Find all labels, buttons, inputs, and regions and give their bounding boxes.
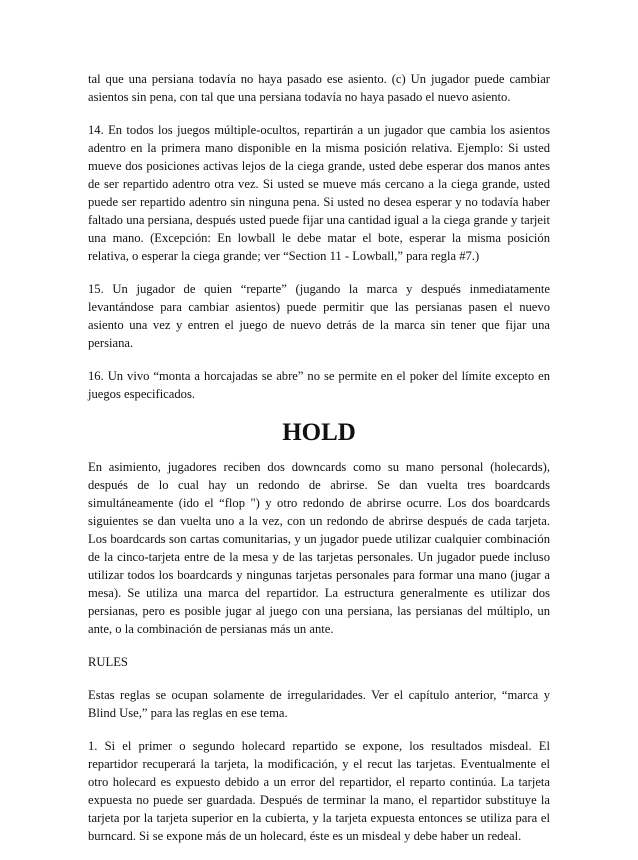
paragraph-rule-14: 14. En todos los juegos múltiple-ocultos, repartirán a un jugador que cambia los asientos adentro en la primera mano disponible en la misma posición relativa. Ejemplo: Si usted mueve dos posiciones activas lejos de la ciega grande, usted debe esperar dos manos antes de ser repartido adentro otra vez. Si usted se mueve más cercano a la ciega grande, usted puede ser repartido adentro sin ninguna pena. Si usted no desea esperar y no todavía haber faltado una persiana, después usted puede fijar una cantidad igual a la ciega grande y tarjeit una mano. (Excepción: En lowball le debe matar el bote, esperar la misma posición relativa, o esperar la ciega grande; ver “Section 11 - Lowball,” para regla #7.) xyxy=(88,123,550,263)
paragraph-continuation: tal que una persiana todavía no haya pasado ese asiento. (c) Un jugador puede cambiar asientos sin pena, con tal que una persiana todavía no haya pasado el nuevo asiento. xyxy=(88,72,550,104)
document-page xyxy=(88,70,550,860)
paragraph-rule-16: 16. Un vivo “monta a horcajadas se abre” no se permite en el poker del límite excepto en juegos especificados. xyxy=(88,369,550,401)
subheading-rules: RULES xyxy=(88,655,128,669)
section-heading: HOLD xyxy=(282,419,356,446)
paragraph-hold-intro: En asimiento, jugadores reciben dos downcards como su mano personal (holecards), después de lo cual hay un redondo de abrirse. Se dan vuelta tres boardcards simultáneamente (ido el “flop ") y otro redondo de abrirse ocurre. Los dos boardcards siguientes se dan vuelta uno a la vez, con un redondo de abrirse después de cada tarjeta. Los boardcards son cartas comunitarias, y un jugador puede utilizar cualquier combinación de la cinco-tarjeta entre de la mesa y de las tarjetas personales. Un jugador puede incluso utilizar todos los boardcards y ningunas tarjetas personales para formar una mano (jugar a mesa). Se utiliza una marca del repartidor. La estructura generalmente es utilizar dos persianas, pero es posible jugar al juego con una persiana, las persianas del múltiplo, un ante, o la combinación de persianas más un ante. xyxy=(88,460,550,636)
paragraph-rule-15: 15. Un jugador de quien “reparte” (jugando la marca y después inmediatamente levantándose para cambiar asientos) puede permitir que las persianas pasen el nuevo asiento una vez y entren el juego de nuevo detrás de la marca sin tener que fijar una persiana. xyxy=(88,282,550,350)
paragraph-rules-intro: Estas reglas se ocupan solamente de irregularidades. Ver el capítulo anterior, “marca y Blind Use,” para las reglas en ese tema. xyxy=(88,688,550,720)
paragraph-rule-1: 1. Si el primer o segundo holecard repartido se expone, los resultados misdeal. El repartidor recuperará la tarjeta, la modificación, y el recut las tarjetas. Eventualmente el otro holecard es expuesto debido a un error del repartidor, el reparto continúa. La tarjeta expuesta no puede ser guardada. Después de terminar la mano, el repartidor substituye la tarjeta por la tarjeta superior en la cubierta, y la tarjeta expuesta entonces se utiliza para el burncard. Si se expone más de un holecard, éste es un misdeal y debe haber un redeal. xyxy=(88,739,550,843)
